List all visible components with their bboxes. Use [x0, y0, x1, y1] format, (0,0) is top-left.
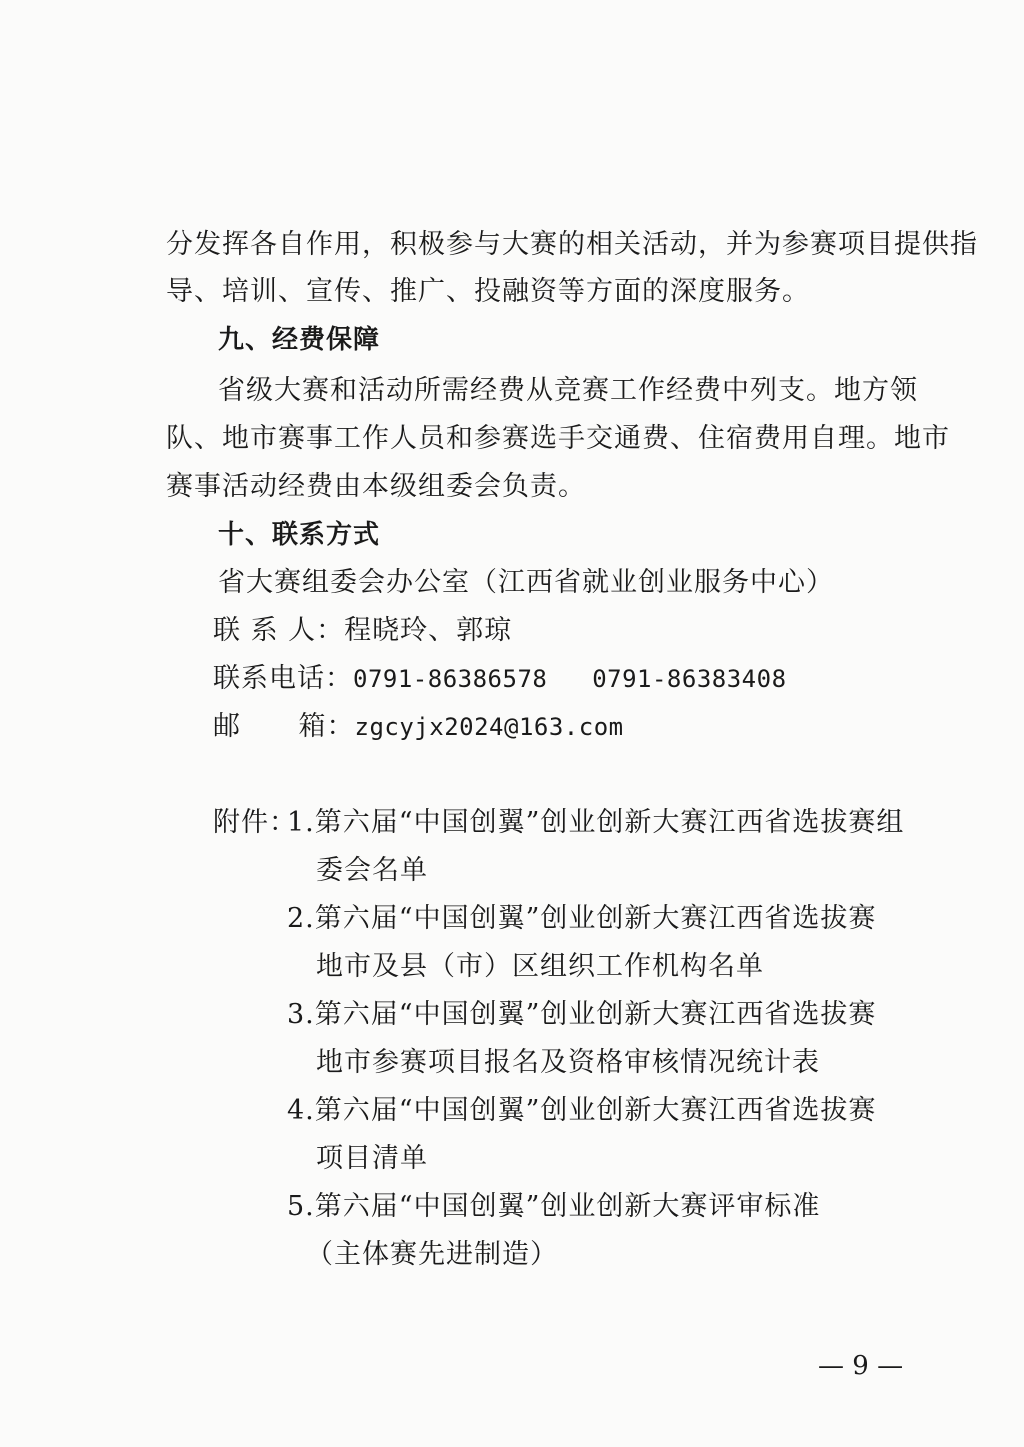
page-number: — 9 — — [818, 1351, 904, 1381]
attachment-item-line: 5.第六届“中国创翼”创业创新大赛评审标准 — [287, 1191, 821, 1222]
attachment-item-line: 地市及县（市）区组织工作机构名单 — [316, 951, 764, 982]
attachment-item-line: 2.第六届“中国创翼”创业创新大赛江西省选拔赛 — [287, 903, 877, 934]
contact-person-row — [213, 613, 512, 649]
attachment-item-line: 地市参赛项目报名及资格审核情况统计表 — [316, 1047, 820, 1078]
contact-phone-value: 0791-86386578 0791-86383408 — [353, 665, 787, 693]
paragraph-line: 赛事活动经费由本级组委会负责。 — [166, 471, 586, 502]
attachment-item-line: 4.第六届“中国创翼”创业创新大赛江西省选拔赛 — [287, 1095, 877, 1126]
attachments-label: 附件： — [213, 807, 297, 838]
contact-email-label: 邮 箱： — [213, 711, 355, 742]
contact-email-value: zgcyjx2024@163.com — [354, 713, 624, 741]
paragraph-line: 分发挥各自作用，积极参与大赛的相关活动，并为参赛项目提供指 — [166, 229, 978, 260]
attachment-item-line: 1.第六届“中国创翼”创业创新大赛江西省选拔赛组 — [287, 807, 905, 838]
section-heading-funding: 九、经费保障 — [218, 325, 381, 355]
attachment-item-line: 项目清单 — [316, 1143, 428, 1174]
contact-person-value: 程晓玲、郭琼 — [344, 615, 513, 646]
paragraph-line: 队、地市赛事工作人员和参赛选手交通费、住宿费用自理。地市 — [166, 423, 950, 454]
contact-phone-row — [213, 661, 787, 697]
contact-phone-label: 联系电话： — [213, 663, 353, 694]
contact-email-row — [213, 709, 624, 745]
contact-person-label: 联 系 人： — [213, 615, 345, 646]
section-heading-contact: 十、联系方式 — [218, 520, 381, 550]
paragraph-line: 省级大赛和活动所需经费从竞赛工作经费中列支。地方领 — [218, 375, 918, 406]
contact-office: 省大赛组委会办公室（江西省就业创业服务中心） — [218, 567, 834, 598]
attachment-item-line: （主体赛先进制造） — [306, 1239, 558, 1270]
attachment-item-line: 3.第六届“中国创翼”创业创新大赛江西省选拔赛 — [287, 999, 877, 1030]
paragraph-line: 导、培训、宣传、推广、投融资等方面的深度服务。 — [166, 276, 810, 307]
attachment-item-line: 委会名单 — [316, 855, 428, 886]
